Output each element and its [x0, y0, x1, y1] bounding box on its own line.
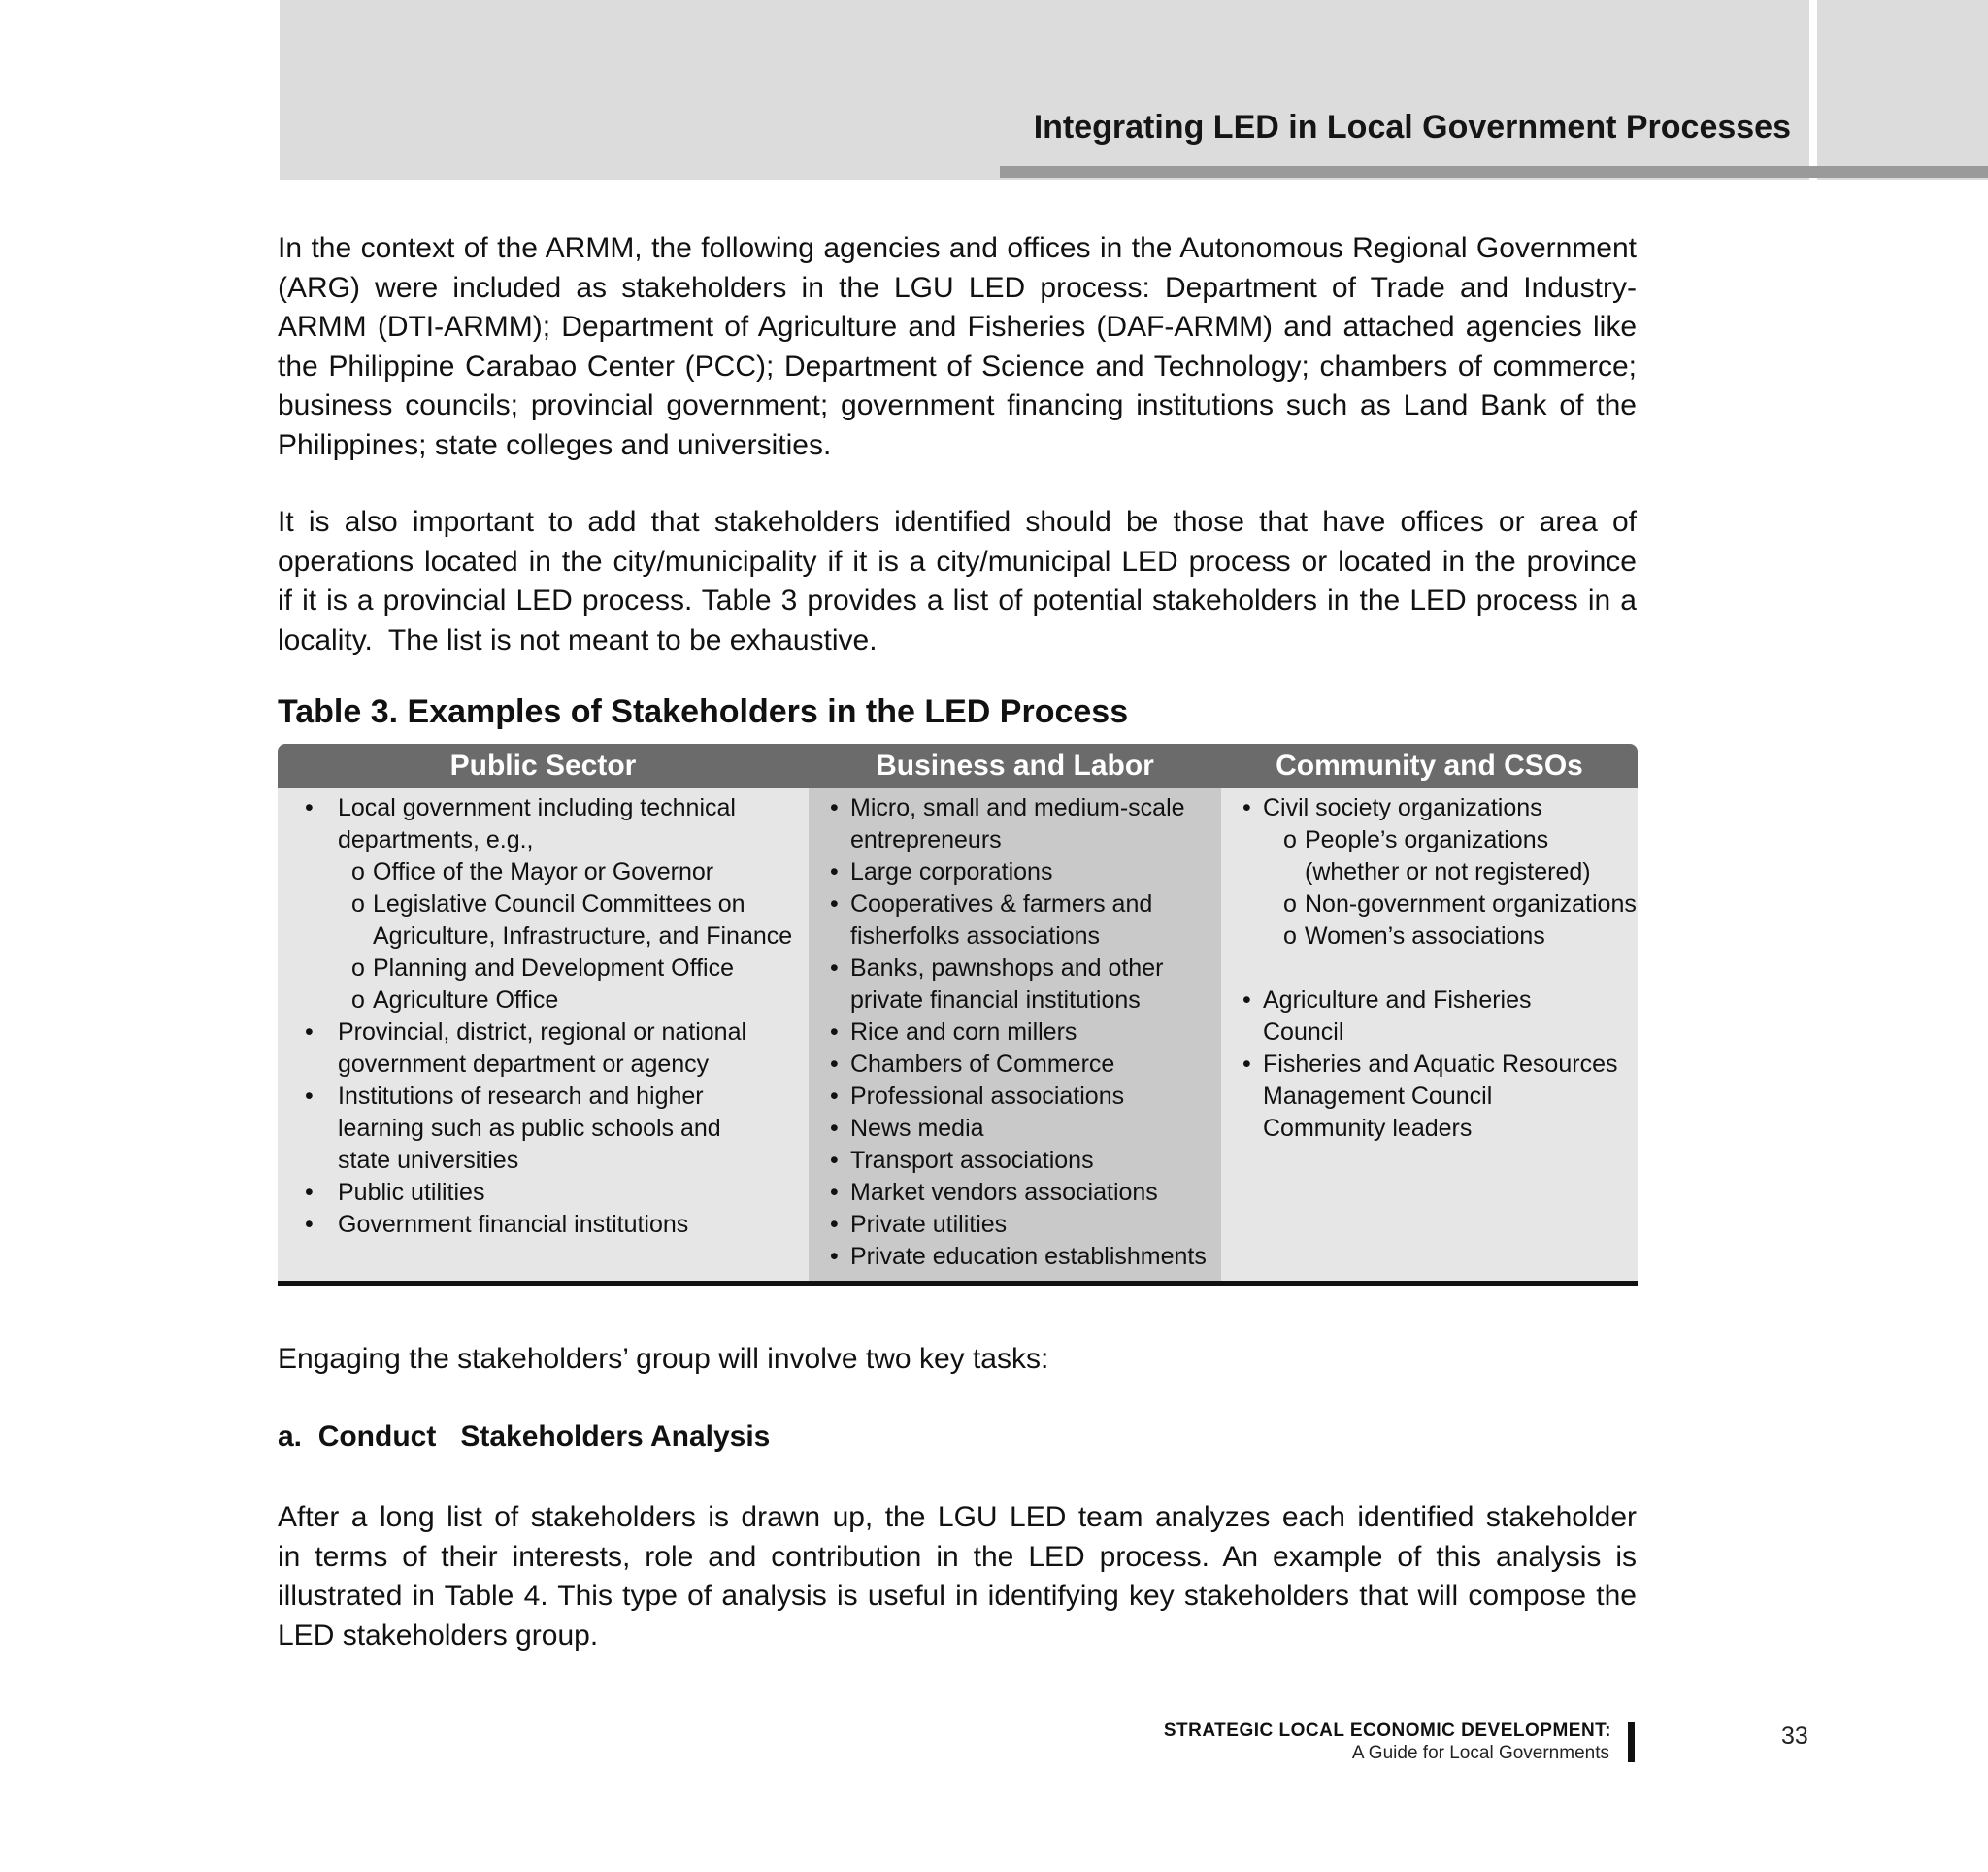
- cell-text: Community leaders: [1263, 1115, 1473, 1142]
- table-cell-line: [278, 920, 809, 953]
- header-business-labor: Business and Labor: [876, 750, 1154, 782]
- table-cell-line: [1221, 985, 1638, 1017]
- table-cell-line: [809, 1049, 1221, 1081]
- table-cell-line: [1221, 1017, 1638, 1049]
- bullet-icon: •: [830, 1051, 839, 1078]
- table-cell-line: [809, 985, 1221, 1017]
- cell-text: Planning and Development Office: [373, 954, 734, 982]
- paragraph-line: locality. The list is not meant to be exhaustive.: [278, 623, 878, 656]
- bullet-icon: •: [1242, 1051, 1251, 1078]
- table-header-row: [278, 744, 1638, 788]
- table-cell-line: [278, 1081, 809, 1113]
- cell-text: Non-government organizations: [1305, 890, 1637, 918]
- sub-bullet-icon: o: [351, 890, 365, 918]
- table-cell-line: [1221, 888, 1638, 920]
- paragraph-line: if it is a provincial LED process. Table 3 provides a list of potential stakeholders in the LED process in a: [278, 585, 1637, 617]
- table-cell-line: [278, 824, 809, 856]
- bullet-icon: •: [830, 890, 839, 918]
- table-cell-line: [809, 1145, 1221, 1177]
- table-cell-line: [809, 824, 1221, 856]
- paragraph-line: the Philippine Carabao Center (PCC); Department of Science and Technology; chambers of commerce;: [278, 350, 1637, 383]
- table-cell-line: [809, 1113, 1221, 1145]
- cell-text: Agriculture, Infrastructure, and Finance: [373, 922, 793, 950]
- table-cell-line: [809, 920, 1221, 953]
- header-rule: [1000, 166, 1988, 178]
- cell-text: Legislative Council Committees on: [373, 890, 746, 918]
- table-cell-line: [809, 1177, 1221, 1209]
- column-business-labor: [809, 792, 1221, 1273]
- table-cell-line: [278, 1049, 809, 1081]
- table-cell-line: [278, 985, 809, 1017]
- paragraph-context: [278, 229, 1637, 465]
- section-heading-a: a. Conduct Stakeholders Analysis: [278, 1421, 771, 1453]
- paragraph-line: in terms of their interests, role and contribution in the LED process. An example of this analysis is: [278, 1540, 1637, 1573]
- cell-text: Office of the Mayor or Governor: [373, 858, 714, 886]
- cell-text: Micro, small and medium-scale: [850, 794, 1185, 821]
- header-band: [280, 0, 1988, 180]
- footer-title: STRATEGIC LOCAL ECONOMIC DEVELOPMENT:: [1163, 1721, 1611, 1741]
- paragraph-line: After a long list of stakeholders is drawn up, the LGU LED team analyzes each identified stakeholder: [278, 1501, 1637, 1533]
- cell-text: Women’s associations: [1305, 922, 1545, 950]
- bullet-icon: •: [305, 794, 314, 821]
- table-cell-line: [278, 792, 809, 824]
- cell-text: Fisheries and Aquatic Resources: [1263, 1051, 1618, 1078]
- cell-text: Market vendors associations: [850, 1179, 1158, 1206]
- page-number: 33: [1781, 1722, 1808, 1750]
- bullet-icon: •: [830, 858, 839, 886]
- column-community-csos: [1221, 792, 1638, 1145]
- paragraph-line: In the context of the ARMM, the following agencies and offices in the Autonomous Regional Government: [278, 232, 1637, 264]
- table-cell-line: [809, 792, 1221, 824]
- table-cell-line: [1221, 1081, 1638, 1113]
- cell-text: Management Council: [1263, 1083, 1493, 1110]
- cell-text: (whether or not registered): [1305, 858, 1591, 886]
- bullet-icon: •: [305, 1211, 314, 1238]
- sub-bullet-icon: o: [351, 858, 365, 886]
- cell-text: Chambers of Commerce: [850, 1051, 1115, 1078]
- paragraph-importance: [278, 503, 1637, 660]
- cell-text: Local government including technical: [338, 794, 736, 821]
- bullet-icon: •: [1242, 986, 1251, 1014]
- paragraph-line: business councils; provincial government; government financing institutions such as Land Bank of the: [278, 389, 1637, 421]
- cell-text: Professional associations: [850, 1083, 1125, 1110]
- header-public-sector: Public Sector: [449, 750, 637, 782]
- table-cell-line: [1221, 824, 1638, 856]
- table-cell-line: [809, 888, 1221, 920]
- cell-text: Banks, pawnshops and other: [850, 954, 1164, 982]
- table-cell-line: [278, 1209, 809, 1241]
- sub-bullet-icon: o: [1283, 890, 1297, 918]
- bullet-icon: •: [830, 954, 839, 982]
- table-cell-line: [809, 1209, 1221, 1241]
- table-cell-line: [809, 856, 1221, 888]
- paragraph-line: illustrated in Table 4. This type of analysis is useful in identifying key stakeholders that will compose the: [278, 1580, 1637, 1612]
- cell-text: Government financial institutions: [338, 1211, 689, 1238]
- table-cell-line: [278, 856, 809, 888]
- table-cell-line: [1221, 953, 1638, 985]
- cell-text: Council: [1263, 1019, 1344, 1046]
- cell-text: entrepreneurs: [850, 826, 1002, 853]
- table-cell-line: [1221, 920, 1638, 953]
- cell-text: Transport associations: [850, 1147, 1094, 1174]
- footer-subtitle: A Guide for Local Governments: [1351, 1743, 1609, 1763]
- table-cell-line: [278, 888, 809, 920]
- table-cell-line: [809, 953, 1221, 985]
- sub-bullet-icon: o: [351, 954, 365, 982]
- table-cell-line: [278, 1177, 809, 1209]
- cell-text: Private utilities: [850, 1211, 1008, 1238]
- table-cell-line: [278, 1145, 809, 1177]
- paragraph-analysis: [278, 1498, 1637, 1655]
- running-header-title: Integrating LED in Local Government Processes: [1033, 109, 1791, 146]
- bullet-icon: •: [305, 1083, 314, 1110]
- cell-text: private financial institutions: [850, 986, 1141, 1014]
- table-title: Table 3. Examples of Stakeholders in the LED Process: [278, 693, 1129, 730]
- cell-text: state universities: [338, 1147, 519, 1174]
- cell-text: Civil society organizations: [1263, 794, 1542, 821]
- paragraph-line: It is also important to add that stakeholders identified should be those that have offices or area of: [278, 506, 1637, 538]
- cell-text: Agriculture and Fisheries: [1263, 986, 1532, 1014]
- cell-text: learning such as public schools and: [338, 1115, 721, 1142]
- paragraph-line: Philippines; state colleges and universities.: [278, 428, 832, 461]
- cell-text: departments, e.g.,: [338, 826, 534, 853]
- table-bottom-rule: [278, 1281, 1638, 1286]
- table-cell-line: [809, 1241, 1221, 1273]
- paragraph-line: operations located in the city/municipality if it is a city/municipal LED process or located in the province: [278, 545, 1637, 578]
- stakeholders-table: [278, 744, 1638, 1284]
- footer-bar: [1628, 1722, 1635, 1762]
- cell-text: government department or agency: [338, 1051, 710, 1078]
- bullet-icon: •: [830, 1083, 839, 1110]
- cell-text: News media: [850, 1115, 984, 1142]
- column-public-sector: [278, 792, 809, 1241]
- header-divider: [1809, 0, 1817, 180]
- cell-text: Public utilities: [338, 1179, 485, 1206]
- table-cell-line: [1221, 792, 1638, 824]
- table-cell-line: [278, 1017, 809, 1049]
- cell-text: Agriculture Office: [373, 986, 559, 1014]
- engaging-sentence: Engaging the stakeholders’ group will involve two key tasks:: [278, 1343, 1049, 1375]
- table-cell-line: [278, 953, 809, 985]
- bullet-icon: •: [830, 1179, 839, 1206]
- bullet-icon: •: [830, 1211, 839, 1238]
- table-cell-line: [1221, 1049, 1638, 1081]
- cell-text: fisherfolks associations: [850, 922, 1101, 950]
- table-cell-line: [809, 1017, 1221, 1049]
- cell-text: People’s organizations: [1305, 826, 1549, 853]
- bullet-icon: •: [830, 1147, 839, 1174]
- header-community-csos: Community and CSOs: [1276, 750, 1583, 782]
- paragraph-line: ARMM (DTI-ARMM); Department of Agriculture and Fisheries (DAF-ARMM) and attached agencies like: [278, 311, 1637, 343]
- cell-text: Private education establishments: [850, 1243, 1207, 1270]
- table-cell-line: [809, 1081, 1221, 1113]
- bullet-icon: •: [830, 1115, 839, 1142]
- paragraph-line: LED stakeholders group.: [278, 1619, 599, 1652]
- table-cell-line: [1221, 1113, 1638, 1145]
- paragraph-line: (ARG) were included as stakeholders in the LGU LED process: Department of Trade and Industry-: [278, 271, 1637, 304]
- table-cell-line: [1221, 856, 1638, 888]
- bullet-icon: •: [830, 794, 839, 821]
- cell-text: Institutions of research and higher: [338, 1083, 704, 1110]
- bullet-icon: •: [1242, 794, 1251, 821]
- cell-text: Cooperatives & farmers and: [850, 890, 1153, 918]
- cell-text: Rice and corn millers: [850, 1019, 1077, 1046]
- bullet-icon: •: [305, 1019, 314, 1046]
- cell-text: Large corporations: [850, 858, 1053, 886]
- sub-bullet-icon: o: [1283, 826, 1297, 853]
- cell-text: Provincial, district, regional or national: [338, 1019, 747, 1046]
- sub-bullet-icon: o: [351, 986, 365, 1014]
- table-cell-line: [278, 1113, 809, 1145]
- bullet-icon: •: [830, 1019, 839, 1046]
- bullet-icon: •: [830, 1243, 839, 1270]
- sub-bullet-icon: o: [1283, 922, 1297, 950]
- bullet-icon: •: [305, 1179, 314, 1206]
